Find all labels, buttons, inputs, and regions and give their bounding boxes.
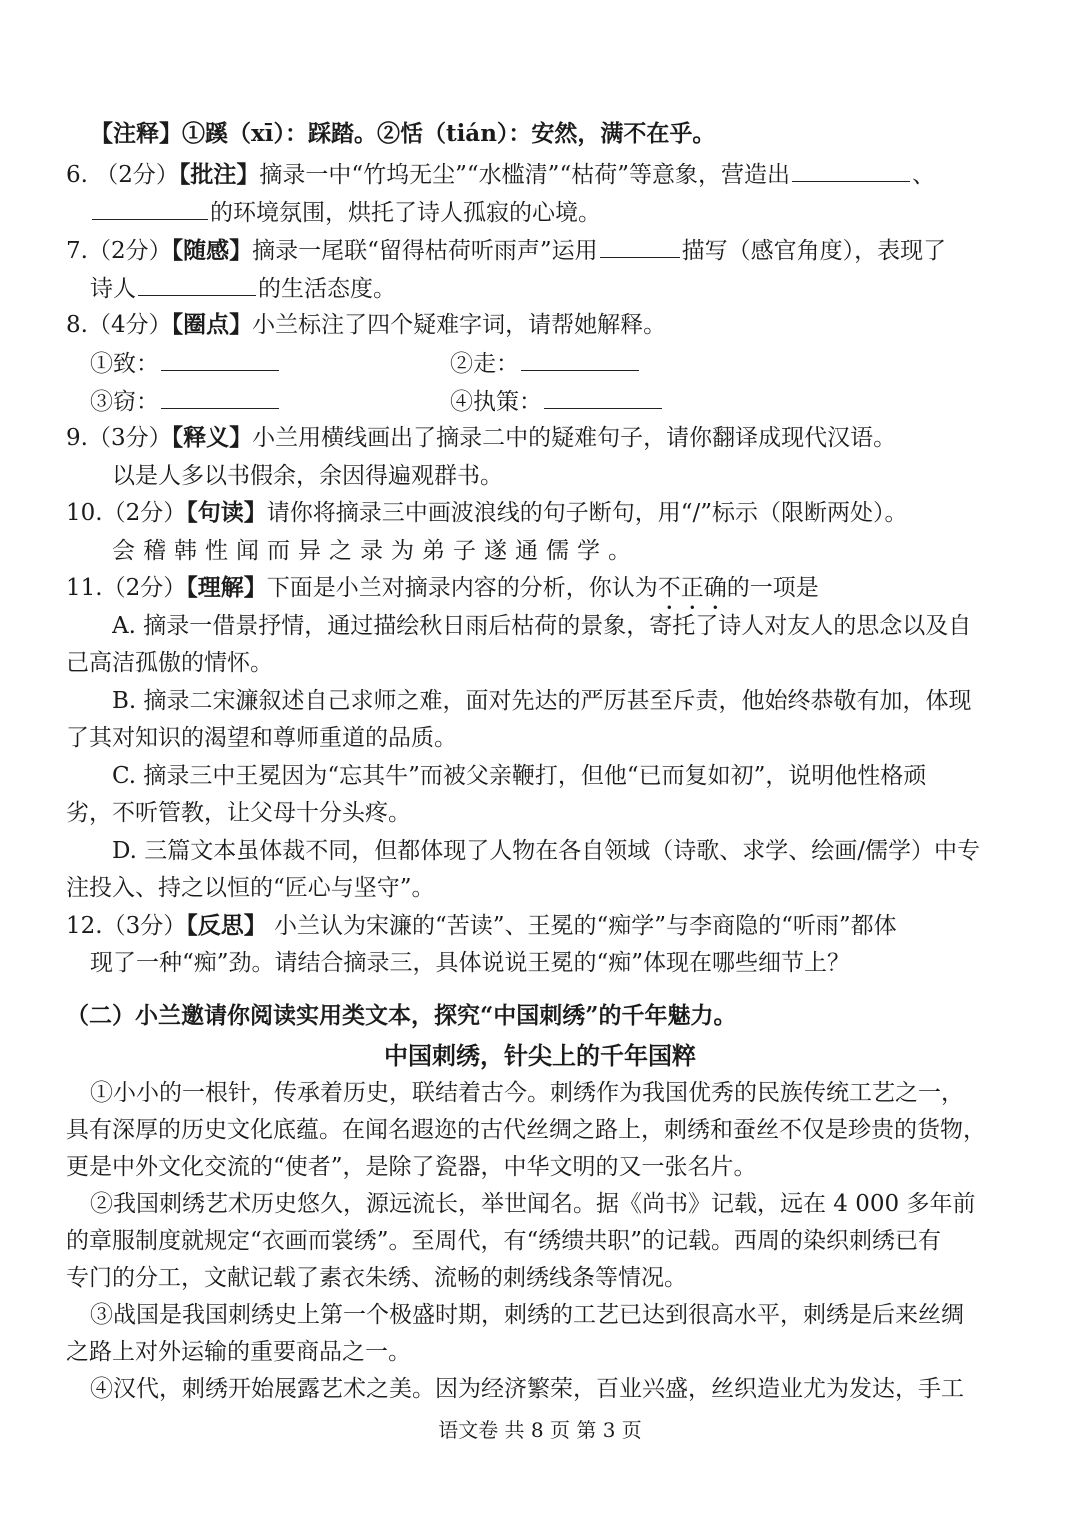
question-7: 7.（2分）【随感】摘录一尾联“留得枯荷听雨声”运用 描写（感官角度），表现了 (66, 233, 1026, 267)
question-10: 10.（2分）【句读】请你将摘录三中画波浪线的句子断句，用“/”标示（限断两处）。 (66, 499, 908, 526)
q8-item-4: ④执策： (450, 384, 810, 418)
answer-blank[interactable] (161, 384, 279, 409)
question-11: 11.（2分）【理解】下面是小兰对摘录内容的分析，你认为不正确的一项是 (66, 574, 819, 601)
answer-blank[interactable] (544, 384, 662, 409)
article-title: 中国刺绣，针尖上的千年国粹 (384, 1041, 696, 1070)
paragraph-line: 之路上对外运输的重要商品之一。 (66, 1339, 411, 1365)
q8-item-3: ③窃： (90, 384, 450, 418)
q11-option-d: D. 三篇文本虽体裁不同，但都体现了人物在各自领域（诗歌、求学、绘画/儒学）中专 (112, 838, 980, 864)
paragraph-line: 的章服制度就规定“衣画而裳绣”。至周代，有“绣缋共职”的记载。西周的染织刺绣已有 (66, 1228, 942, 1254)
q11-option-d-cont: 注投入、持之以恒的“匠心与坚守”。 (66, 875, 435, 901)
paragraph-line: 更是中外文化交流的“使者”，是除了瓷器，中华文明的又一张名片。 (66, 1154, 757, 1180)
question-12: 12.（3分）【反思】 小兰认为宋濂的“苦读”、王冕的“痴学”与李商隐的“听雨”都体 (66, 912, 897, 939)
paragraph-line: ③战国是我国刺绣史上第一个极盛时期，刺绣的工艺已达到很高水平，刺绣是后来丝绸 (90, 1302, 964, 1328)
question-12-cont: 现了一种“痴”劲。请结合摘录三，具体说说王冕的“痴”体现在哪些细节上？ (90, 950, 851, 976)
paragraph-line: 具有深厚的历史文化底蕴。在闻名遐迩的古代丝绸之路上，刺绣和蚕丝不仅是珍贵的货物， (66, 1117, 986, 1143)
section-2-heading: （二）小兰邀请你阅读实用类文本，探究“中国刺绣”的千年魅力。 (66, 1002, 737, 1029)
answer-blank[interactable] (600, 233, 680, 258)
answer-blank[interactable] (138, 271, 256, 296)
q11-option-a-cont: 己高洁孤傲的情怀。 (66, 650, 273, 676)
answer-blank[interactable] (161, 346, 279, 371)
q11-option-b: B. 摘录二宋濂叙述自己求师之难，面对先达的严厉甚至斥责，他始终恭敬有加，体现 (112, 688, 972, 714)
q10-sentence: 会稽韩性闻而异之录为弟子遂通儒学。 (112, 538, 639, 564)
answer-blank[interactable] (92, 195, 208, 220)
question-6: 6. （2分）【批注】摘录一中“竹坞无尘”“水槛清”“枯荷”等意象，营造出 、 (66, 157, 1026, 191)
question-8: 8.（4分）【圈点】小兰标注了四个疑难字词，请帮她解释。 (66, 311, 667, 338)
q11-option-b-cont: 了其对知识的渴望和尊师重道的品质。 (66, 725, 457, 751)
answer-blank[interactable] (792, 157, 910, 182)
q11-option-a: A. 摘录一借景抒情，通过描绘秋日雨后枯荷的景象，寄托了诗人对友人的思念以及自 (112, 613, 972, 639)
q9-sentence: 以是人多以书假余，余因得遍观群书。 (112, 463, 503, 489)
q11-option-c: C. 摘录三中王冕因为“忘其牛”而被父亲鞭打，但他“已而复如初”，说明他性格顽 (112, 763, 927, 789)
paragraph-line: 专门的分工，文献记载了素衣朱绣、流畅的刺绣线条等情况。 (66, 1265, 687, 1291)
question-9: 9.（3分）【释义】小兰用横线画出了摘录二中的疑难句子，请你翻译成现代汉语。 (66, 424, 897, 451)
answer-blank[interactable] (521, 346, 639, 371)
annotation-note: 【注释】①蹊（xī）：踩踏。②恬（tián）：安然，满不在乎。 (90, 120, 716, 147)
paragraph-line: ②我国刺绣艺术历史悠久，源远流长，举世闻名。据《尚书》记载，远在 4 000 多年前 (90, 1191, 976, 1217)
q11-option-c-cont: 劣，不听管教，让父母十分头疼。 (66, 800, 411, 826)
question-6-cont: 的环境氛围，烘托了诗人孤寂的心境。 (90, 195, 1026, 229)
q8-item-2: ②走： (450, 346, 810, 380)
question-7-cont: 诗人 的生活态度。 (90, 271, 1026, 305)
q8-item-1: ①致： (90, 346, 450, 380)
paragraph-line: ①小小的一根针，传承着历史，联结着古今。刺绣作为我国优秀的民族传统工艺之一， (90, 1080, 964, 1106)
page-footer: 语文卷 共 8 页 第 3 页 (438, 1418, 642, 1442)
paragraph-line: ④汉代，刺绣开始展露艺术之美。因为经济繁荣，百业兴盛，丝织造业尤为发达，手工 (90, 1376, 964, 1402)
